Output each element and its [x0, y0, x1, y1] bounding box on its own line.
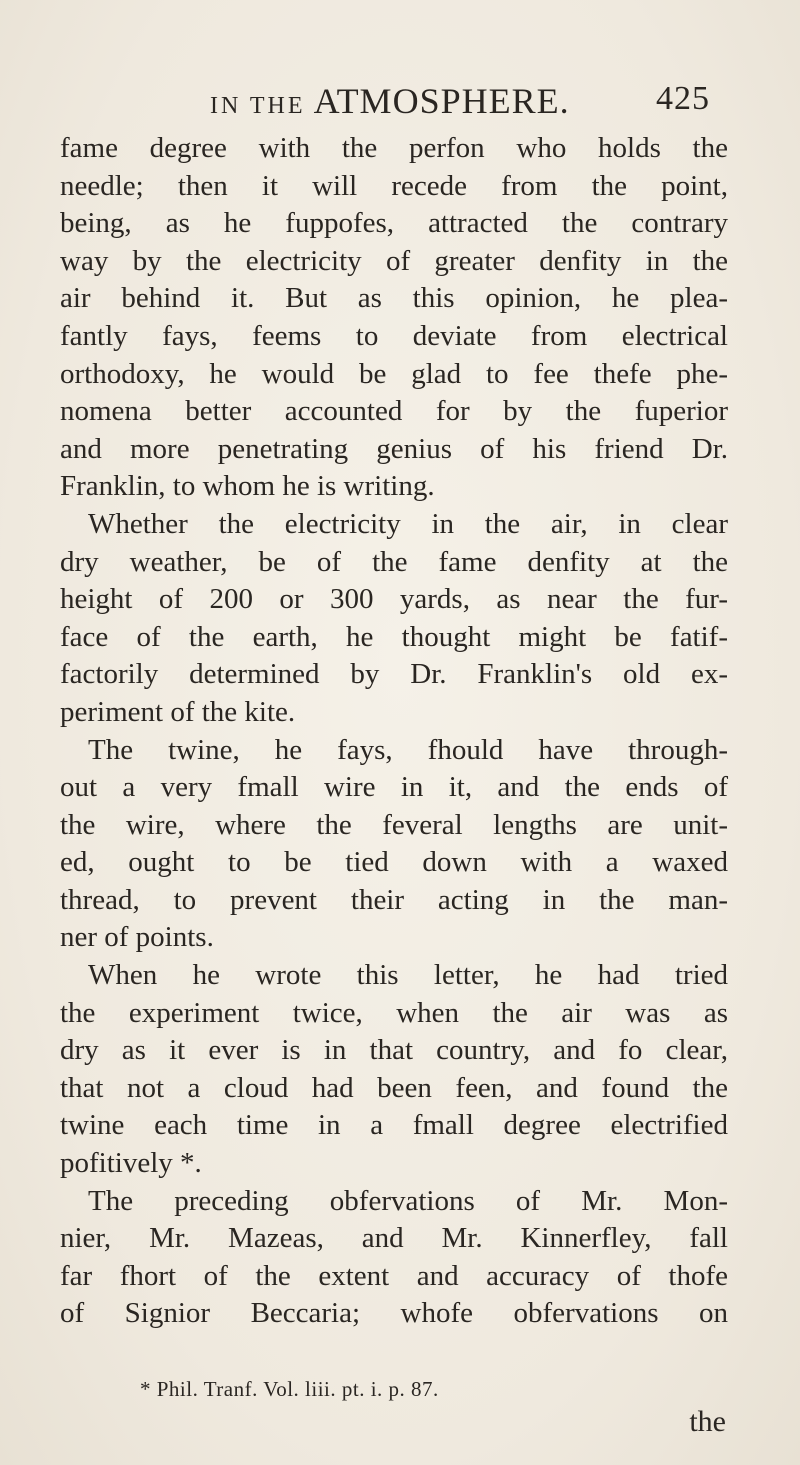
text-line: Whether the electricity in the air, in clear	[88, 507, 728, 540]
text-line: height of 200 or 300 yards, as near the fur-	[60, 583, 728, 616]
text-line: thread, to prevent their acting in the man-	[60, 883, 728, 916]
text-line: air behind it. But as this opinion, he plea-	[60, 282, 728, 315]
page-number: 425	[656, 80, 710, 117]
text-line: needle; then it will recede from the point,	[60, 169, 728, 202]
text-line: Franklin, to whom he is writing.	[60, 470, 435, 503]
text-line: out a very fmall wire in it, and the ends of	[60, 771, 728, 804]
text-line: face of the earth, he thought might be fatif-	[60, 620, 728, 653]
text-line: periment of the kite.	[60, 695, 296, 728]
footnote: * Phil. Tranf. Vol. liii. pt. i. p. 87.	[140, 1377, 439, 1401]
text-line: The twine, he fays, fhould have through-	[88, 733, 728, 766]
running-head-title: ATMOSPHERE.	[313, 81, 570, 121]
text-line: fantly fays, feems to deviate from electrical	[60, 319, 728, 352]
text-line: pofitively *.	[60, 1147, 202, 1180]
body-text	[60, 130, 728, 1333]
text-line: fame degree with the perfon who holds the	[60, 132, 728, 164]
text-line: way by the electricity of greater denfity in the	[60, 244, 728, 277]
running-head	[150, 80, 710, 132]
text-line: factorily determined by Dr. Franklin's old ex-	[60, 658, 728, 691]
text-line: orthodoxy, he would be glad to fee thefe phe-	[60, 357, 728, 390]
text-line: being, as he fuppofes, attracted the contrary	[60, 207, 728, 240]
text-line: that not a cloud had been feen, and found the	[60, 1071, 728, 1104]
text-line: the experiment twice, when the air was as	[60, 996, 728, 1029]
catchword: the	[689, 1405, 726, 1438]
text-line: of Signior Beccaria; whofe obfervations on	[60, 1297, 728, 1330]
text-line: nomena better accounted for by the fuperior	[60, 395, 728, 428]
text-line: ed, ought to be tied down with a waxed	[60, 846, 728, 879]
text-line: dry as it ever is in that country, and fo clear,	[60, 1034, 728, 1067]
text-line: The preceding obfervations of Mr. Mon-	[88, 1184, 728, 1217]
text-line: ner of points.	[60, 921, 214, 954]
running-head-prefix: IN THE	[210, 93, 306, 119]
text-line: far fhort of the extent and accuracy of thofe	[60, 1259, 728, 1292]
text-line: nier, Mr. Mazeas, and Mr. Kinnerfley, fall	[60, 1222, 728, 1255]
text-line: twine each time in a fmall degree electrified	[60, 1109, 728, 1142]
text-line: dry weather, be of the fame denfity at the	[60, 545, 728, 578]
text-line: the wire, where the feveral lengths are unit-	[60, 808, 728, 841]
text-line: When he wrote this letter, he had tried	[88, 959, 728, 992]
text-line: and more penetrating genius of his friend Dr.	[60, 432, 728, 465]
